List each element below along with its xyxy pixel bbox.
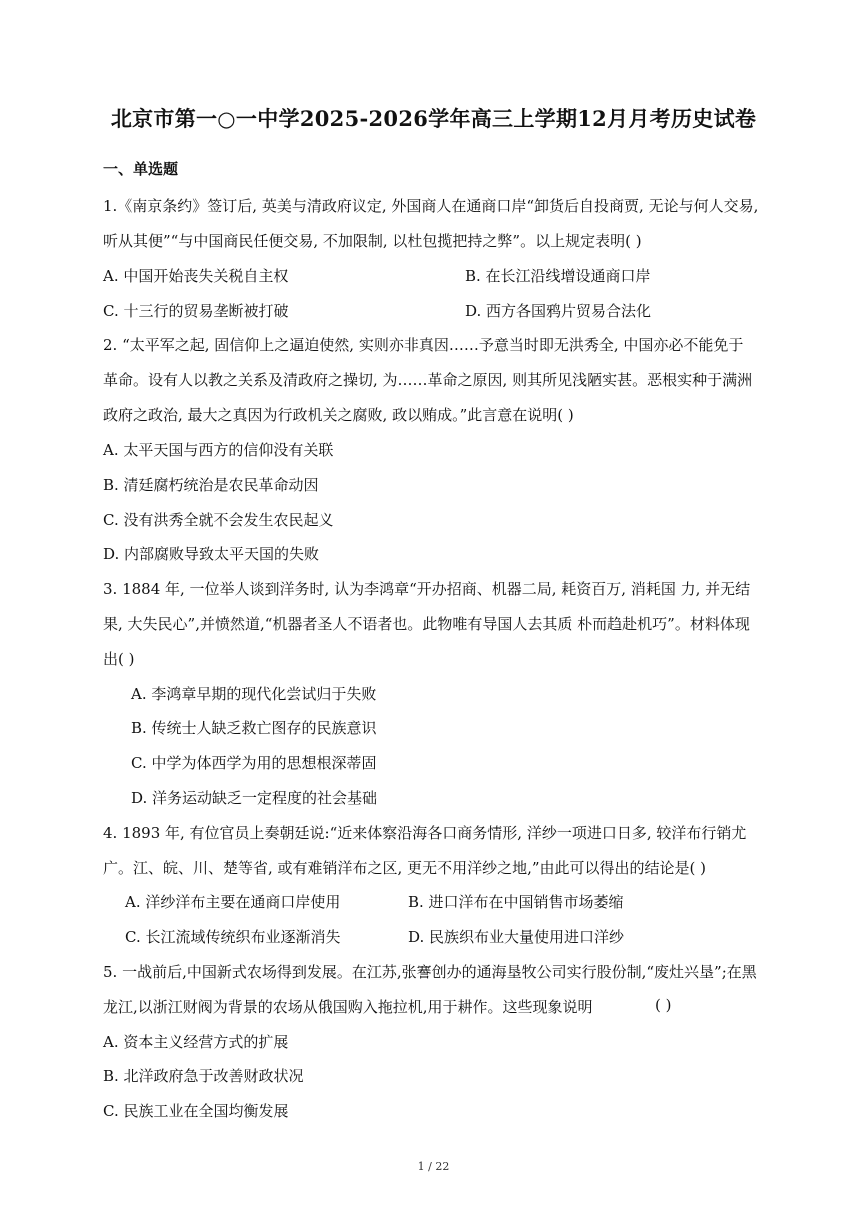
question-2-option-c: C. 没有洪秀全就不会发生农民起义 — [103, 511, 334, 529]
question-5-stem-line-1: 5. 一战前后,中国新式农场得到发展。在江苏,张謇创办的通海垦牧公司实行股份制,“废灶兴垦”;在黑 — [103, 963, 757, 981]
question-2-stem-line-2: 革命。设有人以教之关系及清政府之操切, 为……革命之原因, 则其所见浅陋实甚。恶根实种于满洲 — [103, 371, 753, 389]
question-4-stem-line-1: 4. 1893 年, 有位官员上奏朝廷说:“近来体察沿海各口商务情形, 洋纱一项进口日多, 较洋布行销尤 — [103, 824, 747, 842]
question-1-stem-line-1: 1.《南京条约》签订后, 英美与清政府议定, 外国商人在通商口岸“卸货后自投商贾, 无论与何人交易, — [103, 197, 759, 215]
question-2-option-b: B. 清廷腐朽统治是农民革命动因 — [103, 476, 319, 494]
question-3-stem-line-2: 果, 大失民心”,并愤然道,“机器者圣人不语者也。此物唯有导国人去其质 朴而趋赴机巧”。材料体现 — [103, 615, 750, 633]
question-3-option-c: C. 中学为体西学为用的思想根深蒂固 — [131, 754, 377, 772]
question-3-option-b: B. 传统士人缺乏救亡图存的民族意识 — [131, 719, 377, 737]
question-5-option-a: A. 资本主义经营方式的扩展 — [103, 1033, 289, 1051]
question-1-option-b: B. 在长江沿线增设通商口岸 — [465, 267, 651, 285]
question-2-option-a: A. 太平天国与西方的信仰没有关联 — [103, 441, 334, 459]
question-2-stem-line-3: 政府之政治, 最大之真因为行政机关之腐败, 政以贿成。”此言意在说明( ) — [103, 406, 574, 424]
question-5-answer-blank: ( ) — [655, 996, 672, 1014]
question-4-option-b: B. 进口洋布在中国销售市场萎缩 — [408, 893, 624, 911]
question-1-option-c: C. 十三行的贸易垄断被打破 — [103, 302, 289, 320]
question-1-option-a: A. 中国开始丧失关税自主权 — [103, 267, 289, 285]
section-heading: 一、单选题 — [103, 160, 179, 178]
question-5-option-b: B. 北洋政府急于改善财政状况 — [103, 1067, 304, 1085]
page-title: 北京市第一○一中学2025-2026学年高三上学期12月月考历史试卷 — [110, 106, 757, 131]
question-3-stem-line-1: 3. 1884 年, 一位举人谈到洋务时, 认为李鸿章“开办招商、机器二局, 耗资百万, 消耗国 力, 并无结 — [103, 580, 751, 598]
question-3-option-d: D. 洋务运动缺乏一定程度的社会基础 — [131, 789, 378, 807]
question-1-option-d: D. 西方各国鸦片贸易合法化 — [465, 302, 652, 320]
question-2-stem-line-1: 2. “太平军之起, 固信仰上之逼迫使然, 实则亦非真因……予意当时即无洪秀全, 中国亦必不能免于 — [103, 336, 744, 354]
question-1-stem-line-2: 听从其便”“与中国商民任便交易, 不加限制, 以杜包揽把持之弊”。以上规定表明( ) — [103, 232, 642, 250]
question-4-option-d: D. 民族织布业大量使用进口洋纱 — [408, 928, 625, 946]
page-number: 1 / 22 — [417, 1160, 450, 1173]
question-5-option-c: C. 民族工业在全国均衡发展 — [103, 1102, 289, 1120]
question-4-stem-line-2: 广。江、皖、川、楚等省, 或有难销洋布之区, 更无不用洋纱之地,”由此可以得出的结论是( ) — [103, 859, 706, 877]
question-3-option-a: A. 李鸿章早期的现代化尝试归于失败 — [131, 685, 377, 703]
question-2-option-d: D. 内部腐败导致太平天国的失败 — [103, 545, 320, 563]
question-3-stem-line-3: 出( ) — [103, 650, 135, 668]
question-4-option-a: A. 洋纱洋布主要在通商口岸使用 — [125, 893, 341, 911]
question-5-stem-line-2: 龙江,以浙江财阀为背景的农场从俄国购入拖拉机,用于耕作。这些现象说明 — [103, 998, 593, 1016]
question-4-option-c: C. 长江流域传统织布业逐渐消失 — [125, 928, 341, 946]
